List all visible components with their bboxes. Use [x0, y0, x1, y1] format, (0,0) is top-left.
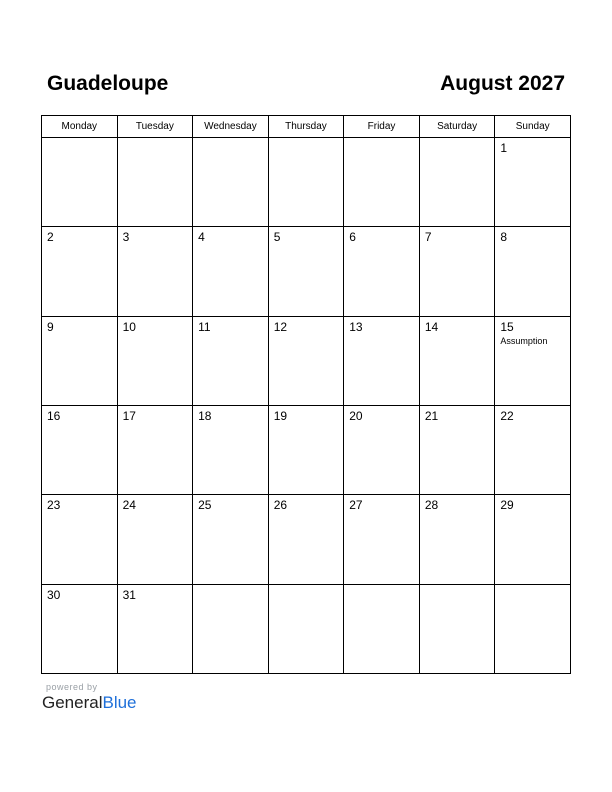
day-cell: [193, 584, 269, 673]
day-number: 11: [198, 319, 211, 334]
day-number: 29: [500, 498, 514, 513]
day-cell: [419, 138, 495, 227]
day-cell: [419, 495, 495, 584]
day-cell: [419, 316, 495, 405]
day-cell: [495, 584, 571, 673]
day-number: 2: [47, 230, 54, 245]
day-cell: [117, 227, 193, 316]
day-number: 13: [349, 319, 363, 334]
weekday-header: Tuesday: [117, 116, 193, 138]
calendar-grid: [41, 115, 571, 674]
week-row: [42, 584, 571, 673]
day-cell: [344, 227, 420, 316]
day-number: 21: [424, 408, 439, 423]
weekday-header: Monday: [42, 116, 118, 138]
day-cell: [42, 138, 118, 227]
day-number: 12: [273, 319, 288, 334]
day-number: 25: [198, 498, 212, 513]
day-cell: [344, 405, 420, 494]
day-number: 10: [122, 319, 136, 334]
day-number: 7: [424, 230, 432, 245]
weekday-header: Friday: [344, 116, 420, 138]
day-cell: [419, 584, 495, 673]
day-number: 22: [500, 408, 514, 423]
day-cell: [42, 316, 118, 405]
day-number: 18: [198, 408, 212, 423]
day-cell: [268, 138, 344, 227]
day-cell: [495, 138, 571, 227]
week-row: [42, 316, 571, 405]
day-cell: [495, 316, 571, 405]
holiday-label: Assumption: [500, 335, 548, 346]
week-row: [42, 227, 571, 316]
day-cell: [419, 227, 495, 316]
day-number: 20: [349, 408, 363, 423]
day-cell: [344, 316, 420, 405]
weekday-header: Thursday: [268, 116, 344, 138]
day-number: 30: [47, 587, 61, 602]
day-cell: [193, 316, 269, 405]
brand-blue: Blue: [102, 693, 137, 712]
day-number: 3: [122, 230, 130, 245]
day-cell: [344, 495, 420, 584]
day-cell: [268, 405, 344, 494]
day-cell: [344, 584, 420, 673]
day-cell: [268, 584, 344, 673]
day-cell: [193, 227, 269, 316]
day-cell: [117, 584, 193, 673]
day-number: 8: [500, 230, 508, 245]
week-row: [42, 138, 571, 227]
powered-by-text: powered by: [46, 682, 98, 692]
day-cell: [268, 495, 344, 584]
day-cell: [117, 138, 193, 227]
week-row: [42, 495, 571, 584]
day-number: 6: [349, 230, 356, 245]
day-number: 9: [47, 319, 54, 334]
day-number: 23: [47, 498, 61, 513]
day-number: 24: [122, 498, 136, 513]
weekday-header-row: [42, 116, 571, 138]
day-number: 16: [47, 408, 61, 423]
day-number: 14: [424, 319, 439, 334]
week-row: [42, 405, 571, 494]
day-cell: [344, 138, 420, 227]
weekday-header: Sunday: [495, 116, 571, 138]
day-cell: [495, 495, 571, 584]
day-cell: [193, 495, 269, 584]
day-cell: [495, 227, 571, 316]
day-cell: [117, 495, 193, 584]
day-number: 1: [500, 141, 508, 155]
day-cell: [42, 495, 118, 584]
weekday-header: Wednesday: [193, 116, 269, 138]
day-cell: [117, 405, 193, 494]
day-cell: [42, 584, 118, 673]
day-cell: [419, 405, 495, 494]
month-year-title: August 2027: [440, 72, 565, 95]
day-cell: [495, 405, 571, 494]
day-cell: [268, 227, 344, 316]
day-number: 5: [273, 230, 281, 245]
day-cell: [42, 227, 118, 316]
day-cell: [42, 405, 118, 494]
region-title: Guadeloupe: [47, 72, 169, 95]
day-number: 31: [122, 587, 136, 602]
brand-general: General: [42, 693, 103, 712]
day-number: 27: [349, 498, 363, 513]
day-cell: [193, 405, 269, 494]
day-number: 19: [273, 408, 288, 423]
day-cell: [117, 316, 193, 405]
day-cell: [193, 138, 269, 227]
day-number: 15: [500, 319, 514, 334]
day-cell: [268, 316, 344, 405]
day-number: 26: [273, 498, 288, 513]
day-number: 4: [198, 230, 205, 245]
day-number: 17: [122, 408, 136, 423]
weekday-header: Saturday: [419, 116, 495, 138]
generalblue-logo[interactable]: [42, 693, 137, 713]
day-number: 28: [424, 498, 439, 513]
